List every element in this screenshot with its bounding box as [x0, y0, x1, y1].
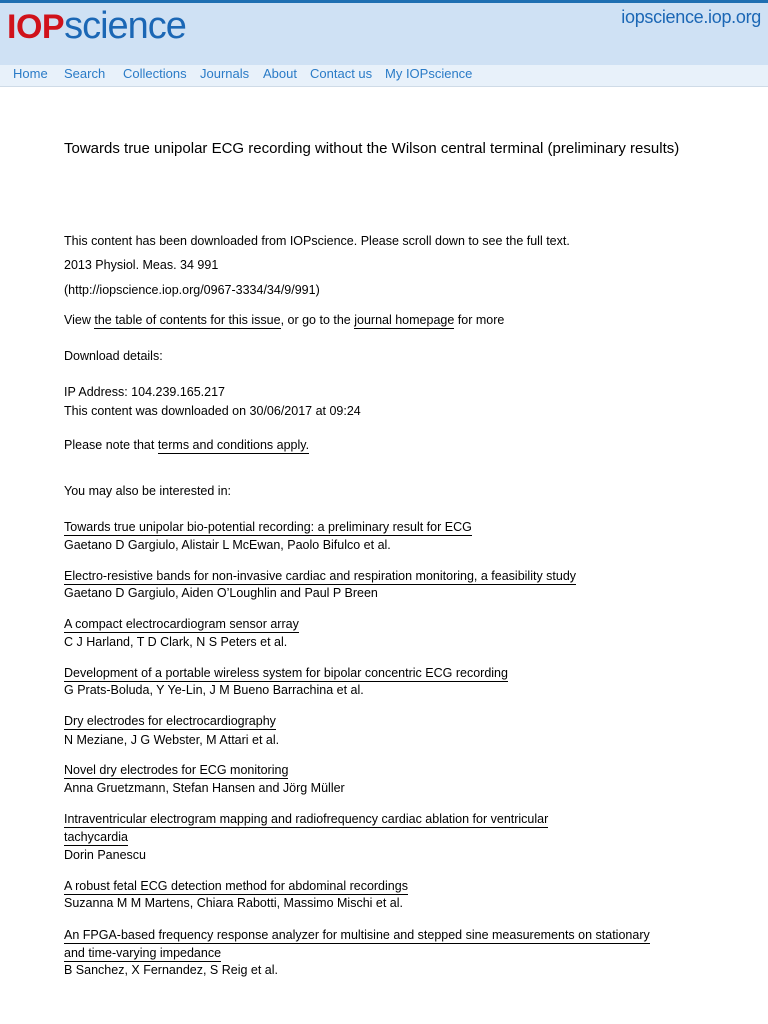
iopscience-logo[interactable]: [7, 5, 186, 49]
view-prefix: View: [64, 313, 95, 327]
citation: 2013 Physiol. Meas. 34 991: [64, 258, 219, 272]
related-title-8[interactable]: A robust fetal ECG detection method for abdominal recordings: [64, 879, 408, 893]
journal-homepage-link[interactable]: journal homepage: [354, 313, 455, 327]
article-title: Towards true unipolar ECG recording without the Wilson central terminal (preliminary results): [64, 140, 680, 157]
related-title-5[interactable]: Dry electrodes for electrocardiography: [64, 714, 276, 728]
note-prefix: Please note that: [64, 438, 158, 452]
related-title-6[interactable]: Novel dry electrodes for ECG monitoring: [64, 763, 289, 777]
related-authors-5: N Meziane, J G Webster, M Attari et al.: [64, 733, 280, 747]
view-middle: , or go to the: [280, 313, 355, 327]
related-title-1[interactable]: Towards true unipolar bio-potential recording: a preliminary result for ECG: [64, 520, 472, 534]
related-title-9-line-1[interactable]: An FPGA-based frequency response analyzer for multisine and stepped sine measurements on stationary: [64, 928, 650, 942]
doi-url: (http://iopscience.iop.org/0967-3334/34/9/991): [64, 283, 320, 297]
related-authors-7: Dorin Panescu: [64, 848, 146, 862]
main-nav: [0, 65, 768, 87]
related-authors-9: B Sanchez, X Fernandez, S Reig et al.: [64, 963, 279, 977]
view-suffix: for more: [454, 313, 505, 327]
nav-search[interactable]: Search: [64, 66, 106, 81]
related-authors-3: C J Harland, T D Clark, N S Peters et al.: [64, 635, 288, 649]
related-authors-8: Suzanna M M Martens, Chiara Rabotti, Massimo Mischi et al.: [64, 896, 404, 910]
related-title-3[interactable]: A compact electrocardiogram sensor array: [64, 617, 299, 631]
related-title-9-line-2[interactable]: and time-varying impedance: [64, 946, 222, 960]
site-header: [0, 3, 768, 65]
terms-link[interactable]: terms and conditions apply.: [157, 438, 310, 452]
related-authors-2: Gaetano D Gargiulo, Aiden O’Loughlin and Paul P Breen: [64, 586, 378, 600]
download-details-label: Download details:: [64, 349, 163, 363]
related-title-7-line-1[interactable]: Intraventricular electrogram mapping and radiofrequency cardiac ablation for ventricular: [64, 812, 549, 826]
related-title-2[interactable]: Electro-resistive bands for non-invasive cardiac and respiration monitoring, a feasibility study: [64, 569, 577, 583]
nav-journals[interactable]: Journals: [200, 66, 250, 81]
site-url-link[interactable]: iopscience.iop.org: [621, 7, 761, 27]
interested-label: You may also be interested in:: [64, 484, 232, 498]
ip-address: IP Address: 104.239.165.217: [64, 385, 226, 399]
nav-home[interactable]: Home: [13, 66, 48, 81]
related-title-7-line-2[interactable]: tachycardia: [64, 830, 128, 844]
nav-about[interactable]: About: [263, 66, 297, 81]
related-authors-4: G Prats-Boluda, Y Ye-Lin, J M Bueno Barrachina et al.: [64, 683, 364, 697]
nav-contact-us[interactable]: Contact us: [310, 66, 373, 81]
related-title-4[interactable]: Development of a portable wireless system for bipolar concentric ECG recording: [64, 666, 508, 680]
nav-collections[interactable]: Collections: [123, 66, 187, 81]
toc-link[interactable]: the table of contents for this issue: [94, 313, 281, 327]
nav-my-iopscience[interactable]: My IOPscience: [385, 66, 473, 81]
downloaded-note: This content has been downloaded from IOPscience. Please scroll down to see the full text.: [64, 234, 570, 248]
related-authors-6: Anna Gruetzmann, Stefan Hansen and Jörg Müller: [64, 781, 345, 795]
logo-iop-text: IOP: [7, 8, 65, 46]
terms-line: [64, 438, 309, 452]
downloaded-on: This content was downloaded on 30/06/2017 at 09:24: [64, 404, 361, 418]
view-line: [64, 313, 504, 327]
logo-science-text: science: [64, 5, 186, 47]
related-authors-1: Gaetano D Gargiulo, Alistair L McEwan, Paolo Bifulco et al.: [64, 538, 391, 552]
